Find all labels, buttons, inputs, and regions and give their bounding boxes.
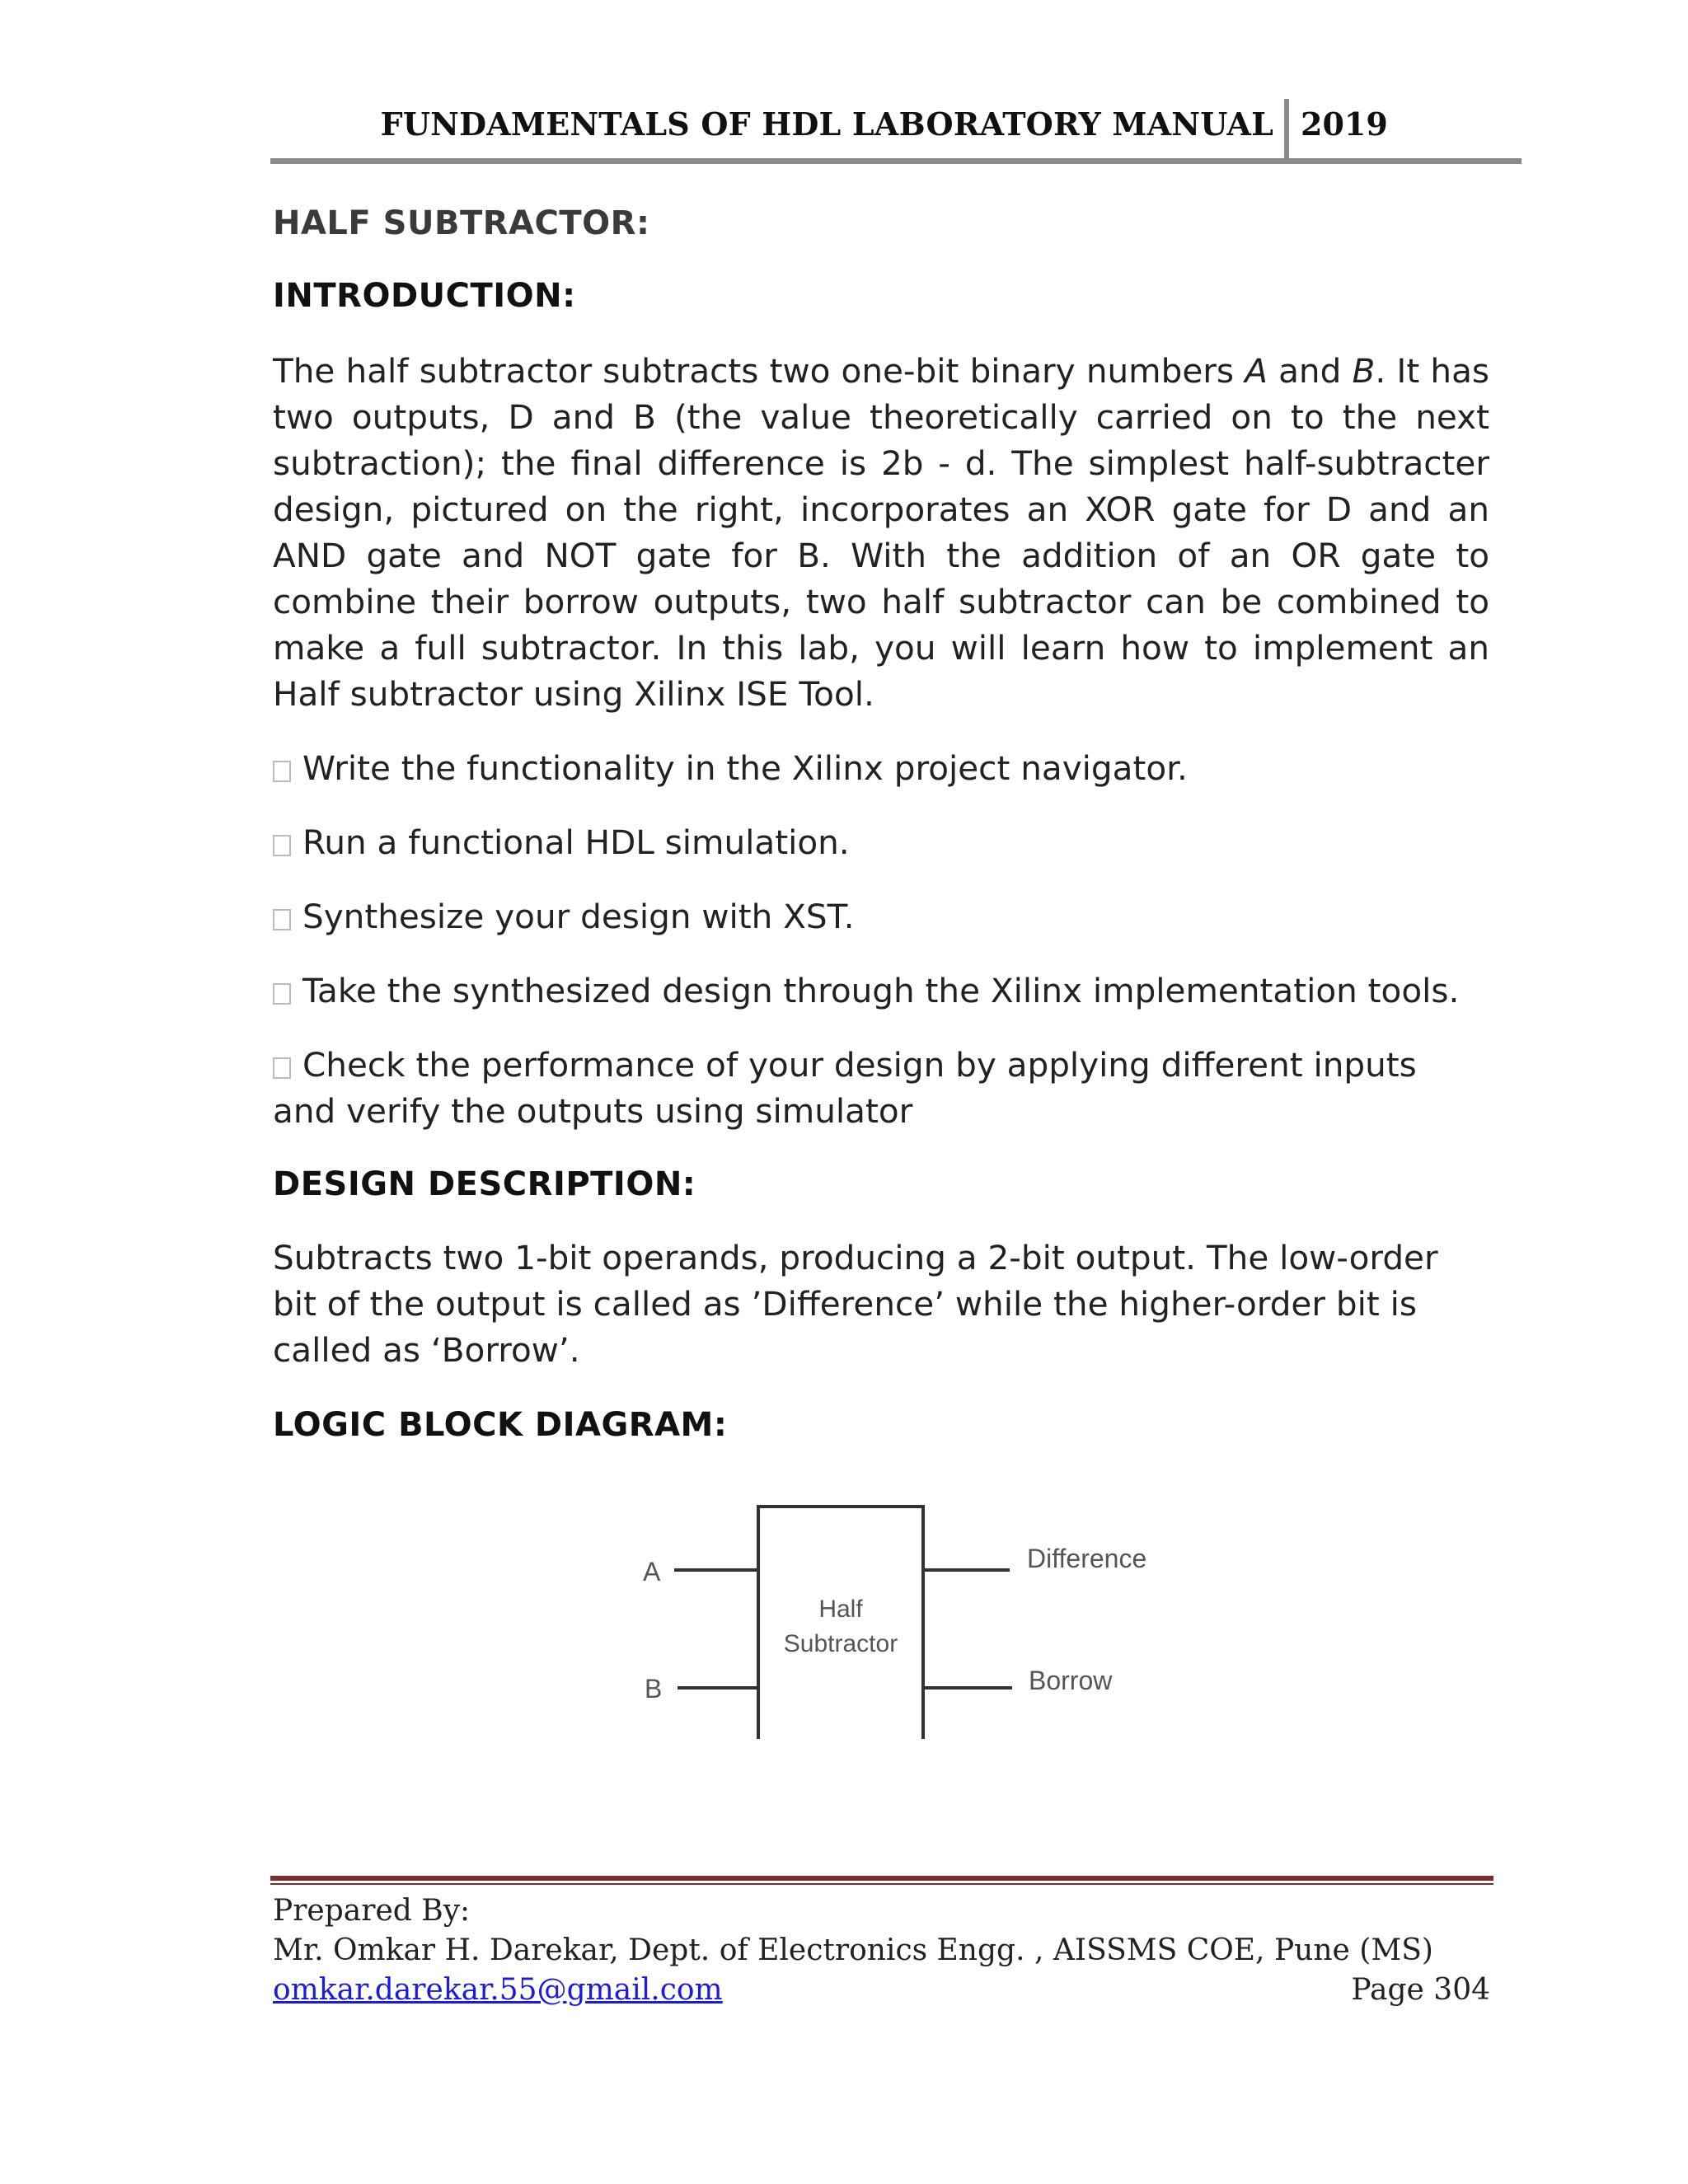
bullet-text: Take the synthesized design through the Xilinx implementation tools. (302, 971, 1460, 1010)
block-label-line2: Subtractor (783, 1630, 898, 1657)
intro-var-a: A (1245, 351, 1268, 391)
header-rule (270, 158, 1522, 164)
list-item (273, 968, 1509, 1014)
footer-rule-thin (270, 1883, 1493, 1885)
bullet-icon (273, 1057, 291, 1079)
bullet-text: Write the functionality in the Xilinx project navigator. (302, 748, 1188, 788)
bullet-icon (273, 761, 291, 782)
intro-text-2: and (1267, 351, 1353, 391)
input-b-label: B (645, 1674, 663, 1704)
introduction-heading: INTRODUCTION: (273, 277, 576, 315)
design-description-text: Subtracts two 1-bit operands, producing a 2-bit output. The low-order bit of the output is called as ’Difference’ while the higher-order bit is called as ‘Borrow’. (273, 1238, 1438, 1370)
list-item (273, 893, 1509, 940)
bullet-icon (273, 983, 291, 1005)
footer-rule (270, 1876, 1493, 1881)
block-label-line1: Half (818, 1596, 863, 1623)
list-item (273, 819, 1509, 865)
diagram-svg (635, 1467, 1195, 1739)
input-a-label: A (643, 1557, 661, 1586)
bullet-icon (273, 835, 291, 856)
intro-text-1: The half subtractor subtracts two one-bit binary numbers (273, 351, 1245, 391)
header-divider (1284, 99, 1289, 162)
header-title: FUNDAMENTALS OF HDL LABORATORY MANUAL (380, 105, 1273, 143)
bullet-text: Synthesize your design with XST. (302, 897, 855, 936)
design-description-heading: DESIGN DESCRIPTION: (273, 1165, 696, 1203)
header-year: 2019 (1301, 105, 1388, 143)
bullet-text: Check the performance of your design by applying different inputs and verify the outputs using simulator (273, 1045, 1417, 1131)
intro-text-3: . It has two outputs, D and B (the value theoretically carried on to the next subtraction); the final difference is 2b - d. The simplest half-subtracter design, pictured on the right, incorporates an XOR gate for D and an AND gate and NOT gate for B. With the addition of an OR gate to combine their borrow outputs, two half subtractor can be combined to make a full subtractor. In this lab, you will learn how to implement an Half subtractor using Xilinx ISE Tool. (273, 351, 1489, 714)
logic-block-diagram (635, 1467, 1195, 1739)
bullet-icon (273, 909, 291, 930)
half-subtractor-block (758, 1507, 923, 1739)
intro-var-b: B (1352, 351, 1376, 391)
list-item (273, 1042, 1484, 1134)
footer-prepared-by: Prepared By: (273, 1894, 471, 1928)
introduction-paragraph (273, 348, 1489, 717)
logic-block-heading: LOGIC BLOCK DIAGRAM: (273, 1406, 728, 1444)
footer-author: Mr. Omkar H. Darekar, Dept. of Electronics Engg. , AISSMS COE, Pune (MS) (273, 1933, 1433, 1967)
footer-page-number: Page 304 (1351, 1973, 1490, 2007)
list-item (273, 745, 1509, 791)
half-subtractor-heading: HALF SUBTRACTOR: (273, 204, 650, 242)
output-borrow-label: Borrow (1029, 1666, 1113, 1695)
bullet-text: Run a functional HDL simulation. (302, 823, 850, 862)
footer-email-link[interactable]: omkar.darekar.55@gmail.com (273, 1973, 723, 2007)
output-difference-label: Difference (1027, 1544, 1147, 1573)
